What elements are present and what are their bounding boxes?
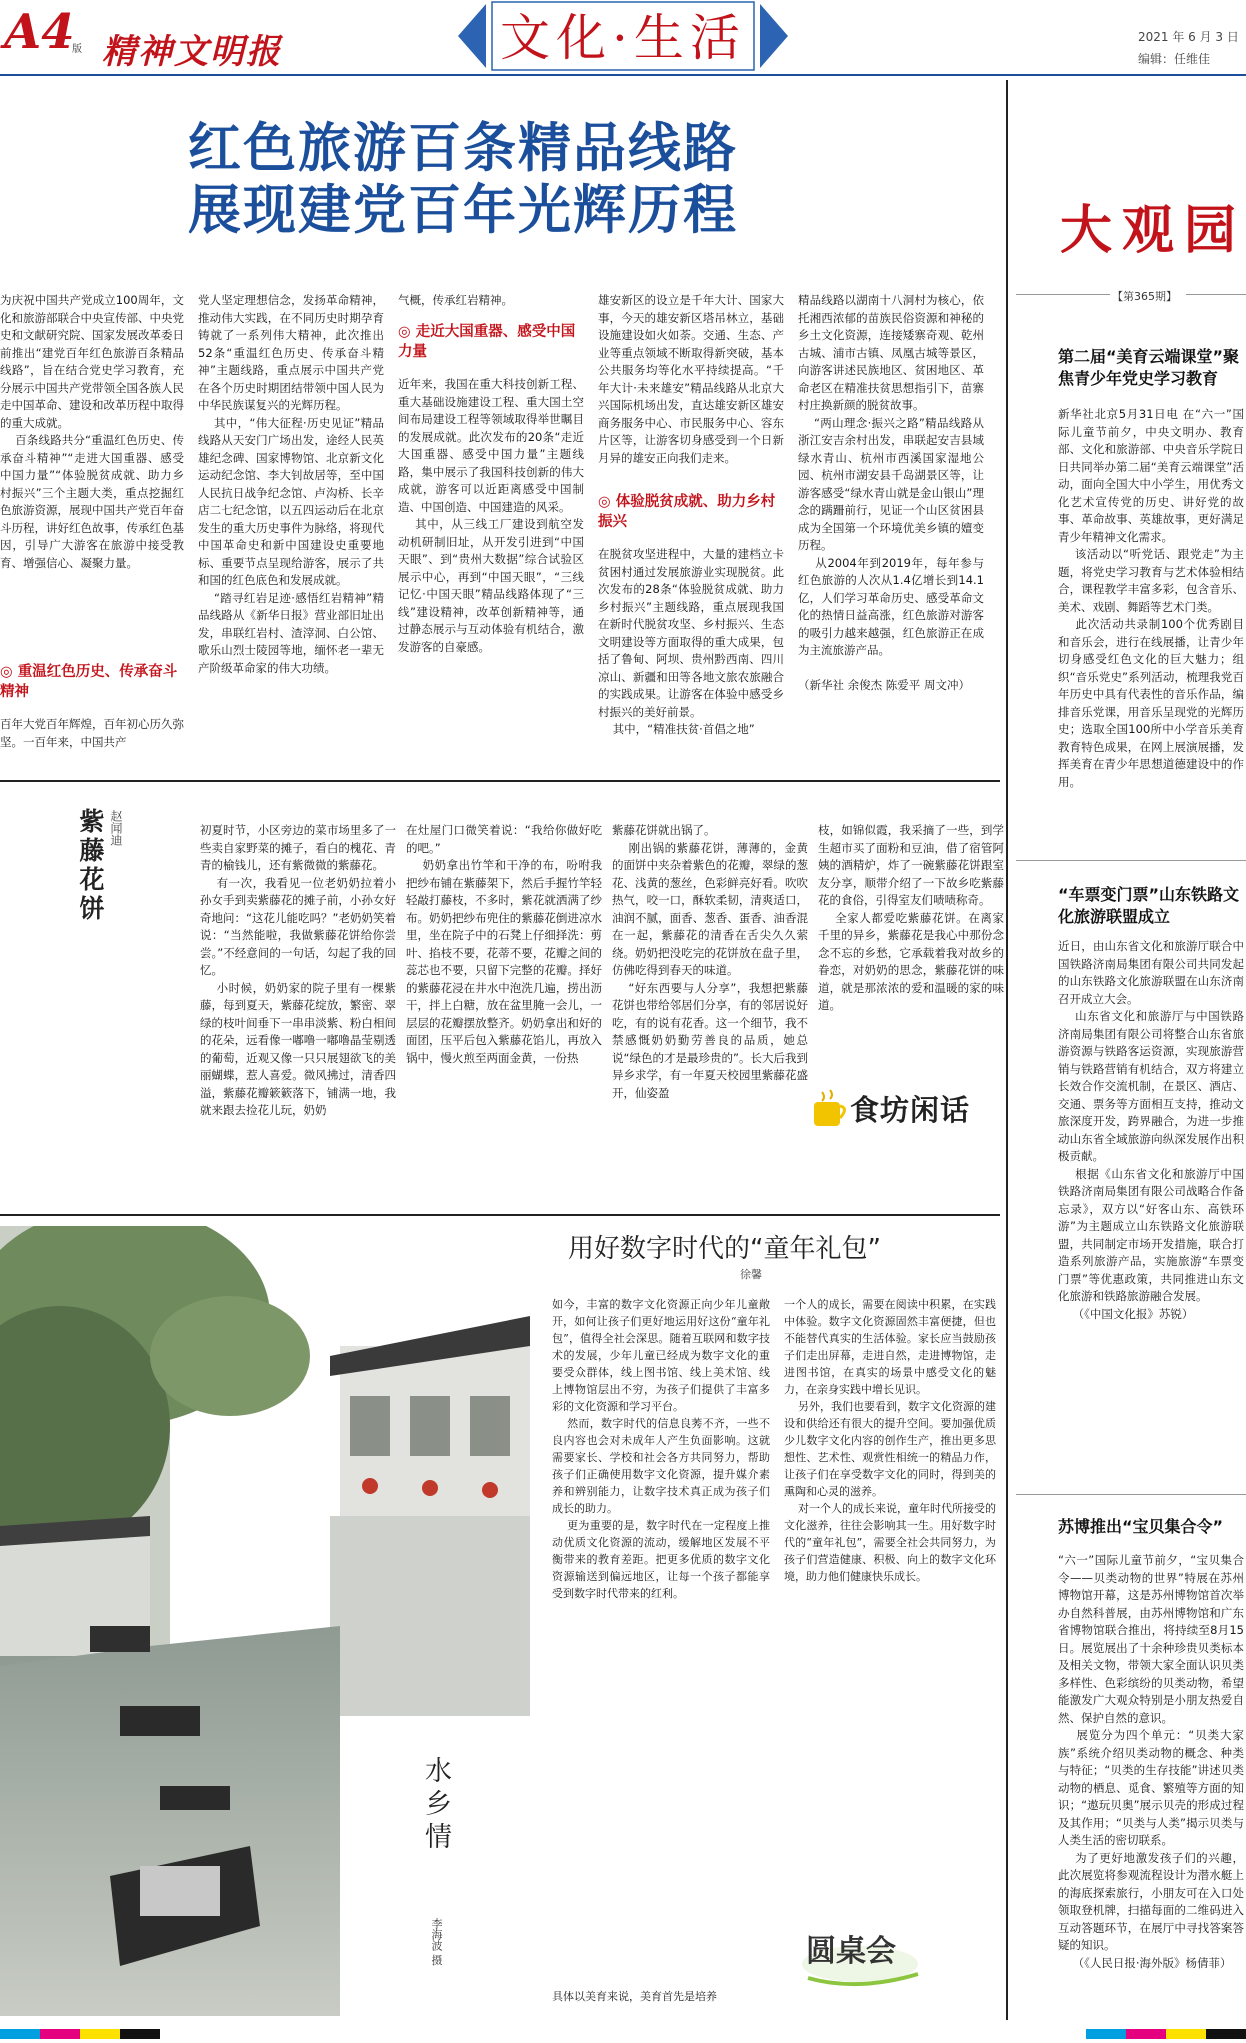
page-number: A4 <box>4 4 75 60</box>
food-col-2: 在灶屋门口微笑着说：“我给你做好吃的吧。” 奶奶拿出竹竿和干净的布，吩咐我把纱布铺在紫藤架下，然后手握竹竿轻轻敲打藤枝，不多时，紫花就洒满了纱布。奶奶把纱布兜住的紫藤花倒进凉水里，坐在院子中的石凳上仔细择洗：剪叶、掐枝不要，花蒂不要，花瓣之间的蕊芯也不要，只留下完整的花瓣。择好的紫藤花浸在井水中泡洗几遍，捞出沥干，拌上白糖，放在盆里腌一会儿，一层层的花瓣摆放整齐。奶奶拿出和好的面团，压平后包入紫藤花馅儿，再放入锅中，慢火煎至两面金黄，一份热 <box>406 823 602 1065</box>
story-bottom-rule <box>0 780 1000 782</box>
column-logo-food-text: 食坊闲话 <box>850 1093 971 1127</box>
food-article-author: 赵闻迪 <box>109 810 123 846</box>
water-town-photo <box>0 1226 530 2016</box>
story-col-4b: 在脱贫攻坚进程中，大量的建档立卡贫困村通过发展旅游业实现脱贫。此次发布的28条“体验脱贫成就、助力乡村振兴”主题线路，重点展现我国在新时代脱贫攻坚、乡村振兴、生态文明建设等方面取得的重大成果，包括了鲁甸、阿坝、贵州黔西南、四川凉山、新疆和田等各地文旅农旅融合的实践成果。让游客在体验中感受乡村振兴的美好前景。 其中，“精准扶贫·首倡之地” <box>598 547 784 736</box>
story-col-3a: 气概，传承红岩精神。 <box>398 293 513 307</box>
food-col-4: 枝，如锦似霞，我采摘了一些，到学生超市买了面粉和豆油，借了宿管阿姨的酒精炉，炸了一碗紫藤花饼跟室友分享，顺带介绍了一下故乡吃紫藤花的食俗，引得室友们啧啧称奇。 全家人都爱吃紫藤花饼。在离家千里的异乡，紫藤花是我心中那份念念不忘的乡愁，它承载着我对故乡的眷恋，对奶奶的思念，紫藤花饼的味道，就是那浓浓的爱和温暖的家的味道。 <box>818 823 1004 1012</box>
essay-col-1: 如今，丰富的数字文化资源正向少年儿童敞开，如何让孩子们更好地运用好这份“童年礼包”，值得全社会深思。随着互联网和数字技术的发展，少年儿童已经成为数字文化的重要受众群体，线上图书馆、线上美术馆、线上博物馆层出不穷，为孩子们提供了丰富多彩的文化资源和学习平台。 然而，数字时代的信息良莠不齐，一些不良内容也会对未成年人产生负面影响。这就需要家长、学校和社会各方共同努力，帮助孩子们正确使用数字文化资源，提升媒介素养和辨别能力，让数字技术真正成为孩子们成长的助力。 更为重要的是，数字时代在一定程度上推动优质文化资源的流动，缓解地区发展不平衡带来的教育差距。把更多优质的数字文化资源输送到偏远地区，让每一个孩子都能享受到数字时代带来的红利。 <box>552 1298 770 1600</box>
sidebar-story-1-title: 第二届“美育云端课堂”聚焦青少年党史学习教育 <box>1058 347 1240 388</box>
essay-title: 用好数字时代的“童年礼包” <box>568 1234 881 1264</box>
sidebar-rule-1 <box>1016 860 1246 861</box>
water-town-illustration <box>0 1226 530 2016</box>
header-rule <box>0 74 1246 76</box>
story-col-4: 雄安新区的设立是千年大计、国家大事，今天的雄安新区塔吊林立，基础设施建设如火如荼。交通、生态、产业等重点领域不断取得新突破，基本公共服务均等化水平持续提高。“千年大计·未来雄安”精品线路从北京大兴国际机场出发，直达雄安新区雄安商务服务中心、市民服务中心、容东片区等，让游客切身感受到一个日新月异的雄安正向我们走来。 <box>598 293 784 465</box>
story-col-3: 近年来，我国在重大科技创新工程、重大基础设施建设工程、重大国土空间布局建设工程等领域取得举世瞩目的发展成就。此次发布的20条“走近大国重器、感受中国力量”主题线路，集中展示了我国科技创新的伟大成就，游客可以近距离感受中国制造、中国创造、中国建造的风采。 其中，从三线工厂建设到航空发动机研制旧址，从开发引进到“中国天眼”、到“贵州大数据”综合试验区展示中心，再到“中国天眼”，“三线记忆·中国天眼”精品线路体现了“三线”建设精神，改革创新精神等，通过静态展示与互动体验有机结合，激发游客的自豪感。 <box>398 377 584 654</box>
story-subhead-2: ◎ 走近大国重器、感受中国力量 <box>398 324 576 360</box>
food-article-title: 紫藤花饼 <box>76 808 105 924</box>
column-logo-food <box>806 1082 998 1138</box>
headline-line-1: 红色旅游百条精品线路 <box>188 118 738 179</box>
issue-date: 2021 年 6 月 3 日 <box>1138 30 1239 44</box>
sidebar-divider <box>1006 80 1008 2020</box>
story-subhead-1: ◎ 重温红色历史、传承奋斗精神 <box>0 664 178 700</box>
teacup-icon <box>810 1088 850 1132</box>
food-bottom-rule <box>0 1214 1000 1216</box>
column-logo-roundtable <box>800 1920 950 1990</box>
essay-col-1-end: 具体以美育来说，美育首先是培养 <box>552 1990 717 2003</box>
page-suffix: 版 <box>72 44 82 55</box>
sidebar-issue-rule-left <box>1016 294 1110 295</box>
story-subhead-3: ◎ 体验脱贫成就、助力乡村振兴 <box>598 494 776 530</box>
essay-col-2: 一个人的成长，需要在阅读中积累，在实践中体验。数字文化资源固然丰富便捷，但也不能替代真实的生活体验。家长应当鼓励孩子们走出屏幕，走进自然，走进博物馆，走进图书馆，在真实的场景中感受文化的魅力，在亲身实践中增长见识。 另外，我们也要看到，数字文化资源的建设和供给还有很大的提升空间。要加强优质少儿数字文化内容的创作生产，推出更多思想性、艺术性、观赏性相统一的精品力作，让孩子们在享受数字文化的同时，得到美的熏陶和心灵的滋养。 对一个人的成长来说，童年时代所接受的文化滋养，往往会影响其一生。用好数字时代的“童年礼包”，需要全社会共同努力，为孩子们营造健康、积极、向上的数字文化环境，助力他们健康快乐成长。 <box>784 1298 996 1583</box>
story-col-1: 为庆祝中国共产党成立100周年，文化和旅游部联合中央宣传部、中央党史和文献研究院、国家发展改革委日前推出“建党百年红色旅游百条精品线路”，旨在结合党史学习教育，充分展示中国共产党带领全国各族人民走中国革命、建设和改革历程中取得的重大成就。 百条线路共分“重温红色历史、传承奋斗精神”“走进大国重器、感受中国力量”“体验脱贫成就、助力乡村振兴”三个主题大类，重点挖掘红色旅游资源，展现中国共产党百年奋斗历程，讲好红色故事，传承红色基因，引导广大游客在旅游中接受教育、增强信心、凝聚力量。 <box>0 293 184 570</box>
headline-line-2: 展现建党百年光辉历程 <box>188 180 738 241</box>
print-color-bar <box>0 2024 1246 2034</box>
column-logo-roundtable-text: 圆桌会 <box>806 1934 896 1969</box>
newspaper-name: 精神文明报 <box>102 32 282 72</box>
food-col-1: 初夏时节，小区旁边的菜市场里多了一些卖自家野菜的摊子，看白的槐花、青青的榆钱儿，还有紫微微的紫藤花。 有一次，我看见一位老奶奶拉着小孙女手到卖紫藤花的摊子前，小孙女好奇地问：“这花儿能吃吗？”老奶奶笑着说：“当然能啦，我做紫藤花饼给你尝尝。”不经意间的一句话，勾起了我的回忆。 小时候，奶奶家的院子里有一棵紫藤，每到夏天，紫藤花绽放，繁密、翠绿的枝叶间垂下一串串淡紫、粉白相间的花朵，远看像一嘟噜一嘟噜晶莹剔透的葡萄，近观又像一只只展翅欲飞的美丽蝴蝶，惹人喜爱。微风拂过，清香四溢，紫藤花瓣簌簌落下，铺满一地，我就来跟去捡花儿玩，奶奶 <box>200 823 396 1117</box>
sidebar-story-2-title: “车票变门票”山东铁路文化旅游联盟成立 <box>1058 885 1240 926</box>
sidebar-story-3-body: “六一”国际儿童节前夕，“宝贝集合令——贝类动物的世界”特展在苏州博物馆开幕，这是苏州博物馆首次举办自然科普展，由苏州博物馆和广东省博物馆联合推出，将持续至8月15日。展览展出了十余种珍贵贝类标本及相关文物，带领大家全面认识贝类多样性、色彩缤纷的贝类动物，希望能激发广大观众特别是小朋友热爱自然、保护自然的意识。 展览分为四个单元：“贝类大家族”系统介绍贝类动物的概念、种类与特征；“贝类的生存技能”讲述贝类动物的栖息、觅食、繁殖等方面的知识；“遨玩贝奥”展示贝壳的形成过程及其作用；“贝类与人类”揭示贝类与人类生活的密切联系。 为了更好地激发孩子们的兴趣，此次展览将参观流程设计为潜水艇上的海底探索旅行，小朋友可在入口处领取登机牌，扫描每面的二维码进入互动答题环节，在展厅中寻找答案答疑的知识。 （《人民日报·海外版》杨倩菲） <box>1058 1553 1244 1970</box>
food-col-3: 紫藤花饼就出锅了。 刚出锅的紫藤花饼，薄薄的，金黄的面饼中夹杂着紫色的花瓣，翠绿的葱花、浅黄的葱丝，色彩鲜亮好看。吹吹热气，咬一口，酥软柔韧，清爽适口，油润不腻，面香、葱香、蛋香、油香混在一起，紫藤花的清香在舌尖久久萦绕。奶奶把没吃完的花饼放在盘子里，仿佛吃得到春天的味道。 “好东西要与人分享”，我想把紫藤花饼也带给邻居们分享，有的邻居说好吃，有的说有花香。这一个细节，我不禁感慨奶奶勤劳善良的品质，她总说“绿色的才是最珍贵的”。长大后我到异乡求学，有一年夏天校园里紫藤花盛开，仙姿盈 <box>612 823 808 1100</box>
sidebar-story-3-title: 苏博推出“宝贝集合令” <box>1058 1517 1224 1536</box>
story-col-1b: 百年大党百年辉煌，百年初心历久弥坚。一百年来，中国共产 <box>0 717 184 749</box>
sidebar-story-1-body: 新华社北京5月31日电 在“六一”国际儿童节前夕，中央文明办、教育部、文化和旅游部、中央音乐学院日日共同举办第二届“美育云端课堂”活动，面向全国大中小学生，用优秀文化艺术宣传党的历史、讲好党的故事、革命故事、英雄故事，更好满足青少年精神文化需求。 该活动以“听党话、跟党走”为主题，将党史学习教育与艺术体验相结合，课程教学丰富多彩，包含音乐、美术、戏剧、舞蹈等艺术门类。 此次活动共录制100个优秀剧目和音乐会，进行在线展播，让青少年切身感受红色文化的巨大魅力；组织“音乐党史”系列活动，梳理我党百年历史中具有代表性的音乐作品，编排音乐党课，用音乐呈现党的光辉历史；选取全国100所中小学音乐美育教育特色成果，在网上展演展播，发挥美育在青少年思想道德建设中的作用。 <box>1058 407 1244 789</box>
story-col-2: 党人坚定理想信念，发扬革命精神，推动伟大实践，在不同历史时期孕育铸就了一系列伟大精神，此次推出52条“重温红色历史、传承奋斗精神”主题线路，重点展示中国共产党在各个历史时期团结带领中国人民为中华民族谋复兴的光辉历程。 其中，“伟大征程·历史见证”精品线路从天安门广场出发，途经人民英雄纪念碑、国家博物馆、北京新文化运动纪念馆、李大钊故居等，至中国人民抗日战争纪念馆、卢沟桥、长辛店二七纪念馆，以五四运动后在北京发生的重大历史事件为脉络，将现代中国革命史和新中国建设史重要地标、重要节点呈现给游客，展示了共和国的红色底色和发展成就。 “踏寻红岩足迹·感悟红岩精神”精品线路从《新华日报》营业部旧址出发，串联红岩村、渣滓洞、白公馆、歌乐山烈士陵园等地，缅怀老一辈无产阶级革命家的伟大功绩。 <box>198 293 384 675</box>
sidebar-logo: 大观园 <box>1060 200 1246 261</box>
sidebar-rule-2 <box>1016 1494 1246 1495</box>
sidebar-issue-rule-right <box>1186 294 1246 295</box>
editor-credit: 编辑：任维佳 <box>1138 52 1211 66</box>
story-col-5: 精品线路以湖南十八洞村为核心，依托湘西浓郁的苗族民俗资源和神秘的乡土文化资源，连接矮寨奇观、乾州古城、浦市古镇、凤凰古城等景区，向游客讲述民族地区、贫困地区、革命老区在精准扶贫思想指引下，苗寨村庄换新颜的脱贫故事。 “两山理念·振兴之路”精品线路从浙江安吉余村出发，串联起安吉县域绿水青山、杭州市西溪国家湿地公园、杭州市湖安县千岛湖景区等，让游客感受“绿水青山就是金山银山”理念的蹒跚前行，见证一个山区贫困县成为全国第一个环境优美乡镇的嬗变历程。 从2004年到2019年，每年参与红色旅游的人次从1.4亿增长到14.1亿，人们学习革命历史、感受革命文化的热情日益高涨，红色旅游对游客的吸引力越来越强，红色旅游正在成为主流旅游产品。 （新华社 余俊杰 陈爱平 周文冲） <box>798 293 984 692</box>
photo-title: 水乡情 <box>420 1756 451 1855</box>
essay-author: 徐馨 <box>740 1268 762 1281</box>
print-color-bar-graphic <box>0 2029 1246 2039</box>
photo-credit: 李海波 摄 <box>430 1918 443 1966</box>
section-title: 文化·生活 <box>500 9 746 67</box>
sidebar-story-2-body: 近日，由山东省文化和旅游厅联合中国铁路济南局集团有限公司共同发起的山东铁路文化旅游联盟在山东济南召开成立大会。 山东省文化和旅游厅与中国铁路济南局集团有限公司将整合山东省旅游资源与铁路客运资源，实现旅游营销与铁路营销有机结合，双方将建立长效合作交流机制，在景区、酒店、交通、票务等方面相互支持，推动文旅深度开发，跨界融合，为进一步推动山东省全域旅游向纵深发展作出积极贡献。 根据《山东省文化和旅游厅中国铁路济南局集团有限公司战略合作备忘录》，双方以“好客山东、高铁环游”为主题成立山东铁路文化旅游联盟，共同制定市场开发措施，联合打造系列旅游产品，实施旅游“车票变门票”等优惠政策，共同推进山东文化旅游和铁路旅游融合发展。 （《中国文化报》苏锐） <box>1058 939 1244 1321</box>
sidebar-issue: 【第365期】 <box>1112 290 1177 303</box>
